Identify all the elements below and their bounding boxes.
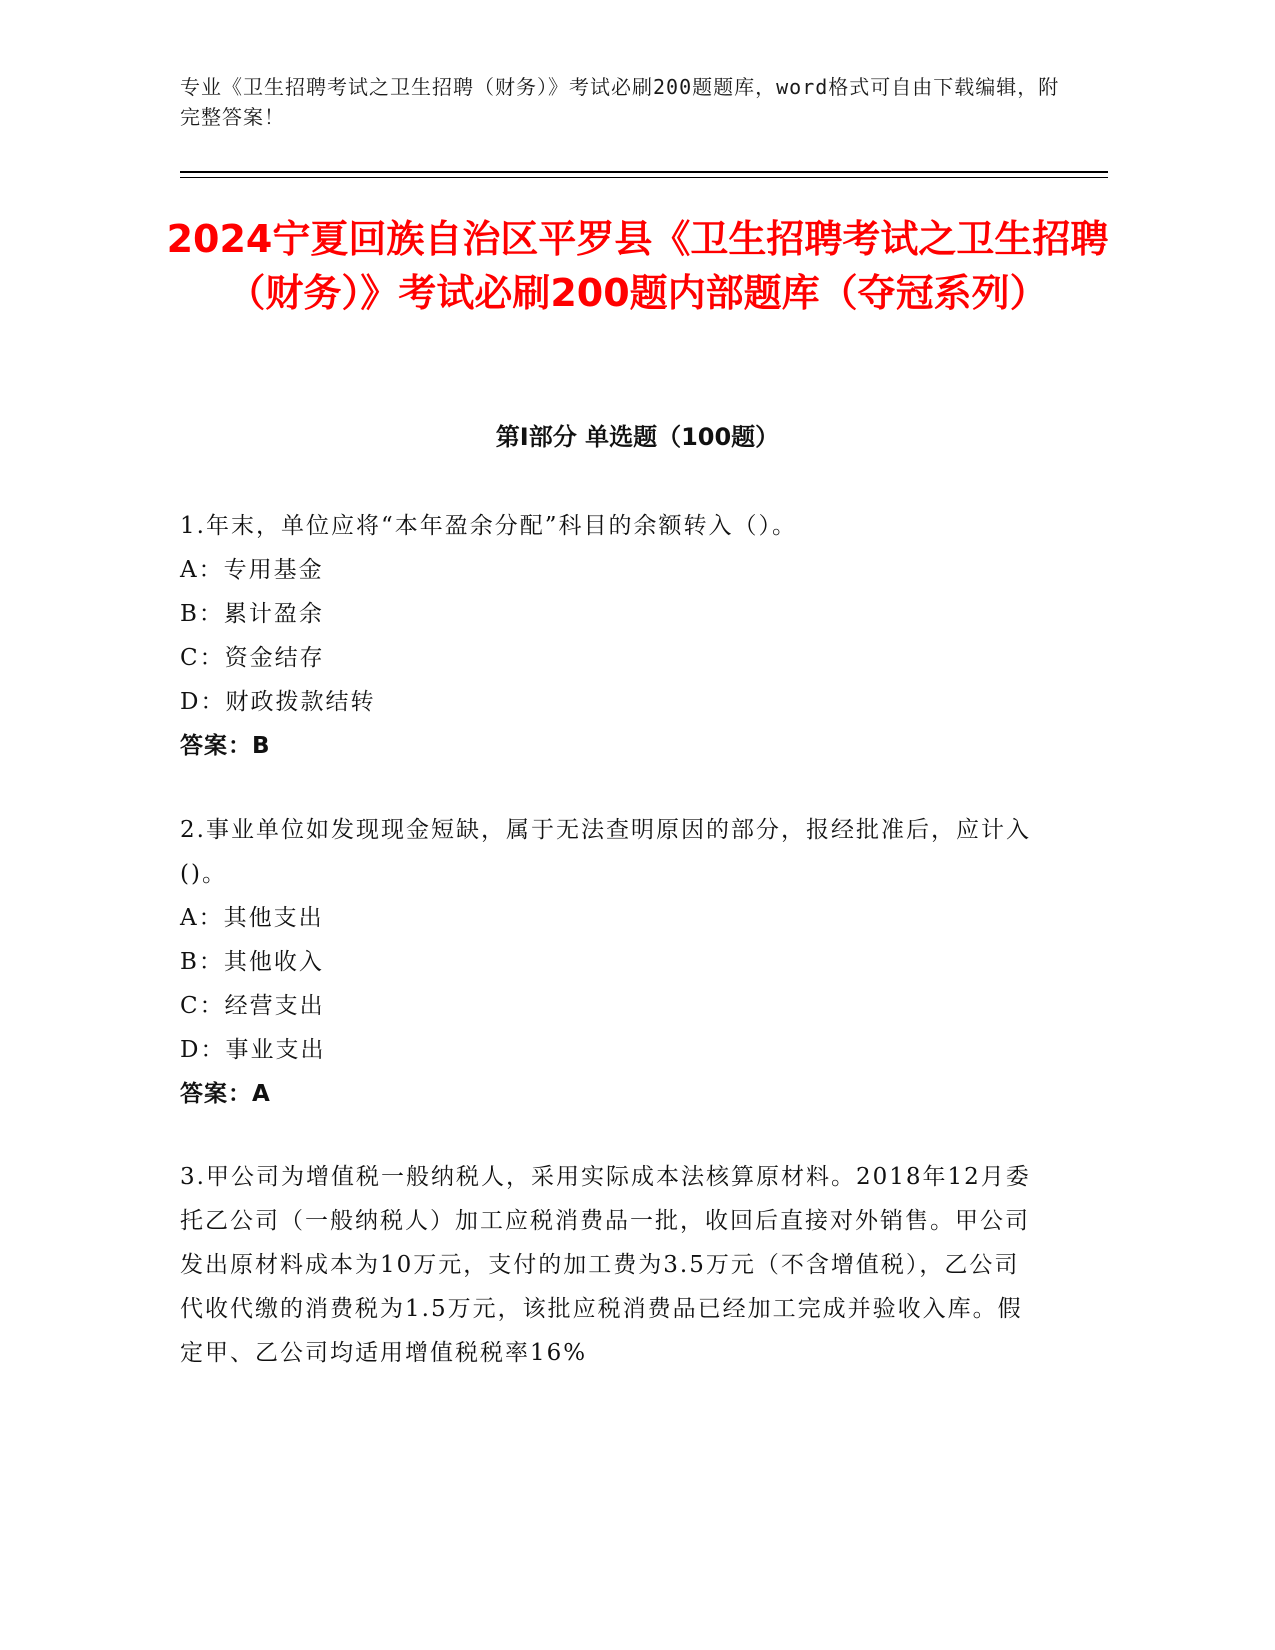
option-c: C：经营支出	[180, 993, 325, 1019]
question-2	[180, 808, 1040, 1116]
answer: 答案：B	[180, 733, 271, 759]
option-b: B：其他收入	[180, 949, 324, 975]
question-stem: 1.年末，单位应将“本年盈余分配”科目的余额转入（）。	[180, 513, 797, 539]
answer: 答案：A	[180, 1081, 271, 1107]
option-a: A：专用基金	[180, 557, 324, 583]
option-c: C：资金结存	[180, 645, 325, 671]
question-1	[180, 504, 1040, 768]
header-rule-thin	[180, 177, 1108, 178]
document-title: 2024宁夏回族自治区平罗县《卫生招聘考试之卫生招聘（财务）》考试必刷200题内部题库（夺冠系列）	[166, 217, 1109, 315]
header-note: 专业《卫生招聘考试之卫生招聘（财务）》考试必刷200题题库，word格式可自由下载编辑，附完整答案！	[180, 75, 1060, 129]
option-d: D：事业支出	[180, 1037, 326, 1063]
question-stem: 2.事业单位如发现现金短缺，属于无法查明原因的部分，报经批准后，应计入()。	[180, 817, 1031, 887]
header-rule-thick	[180, 171, 1108, 173]
option-d: D：财政拨款结转	[180, 689, 376, 715]
question-3	[180, 1155, 1040, 1375]
option-b: B：累计盈余	[180, 601, 324, 627]
question-stem: 3.甲公司为增值税一般纳税人，采用实际成本法核算原材料。2018年12月委托乙公司（一般纳税人）加工应税消费品一批，收回后直接对外销售。甲公司发出原材料成本为10万元，支付的加工费为3.5万元（不含增值税），乙公司代收代缴的消费税为1.5万元，该批应税消费品已经加工完成并验收入库。假定甲、乙公司均适用增值税税率16%	[180, 1164, 1031, 1366]
option-a: A：其他支出	[180, 905, 324, 931]
section-heading: 第Ⅰ部分 单选题（100题）	[495, 423, 780, 451]
